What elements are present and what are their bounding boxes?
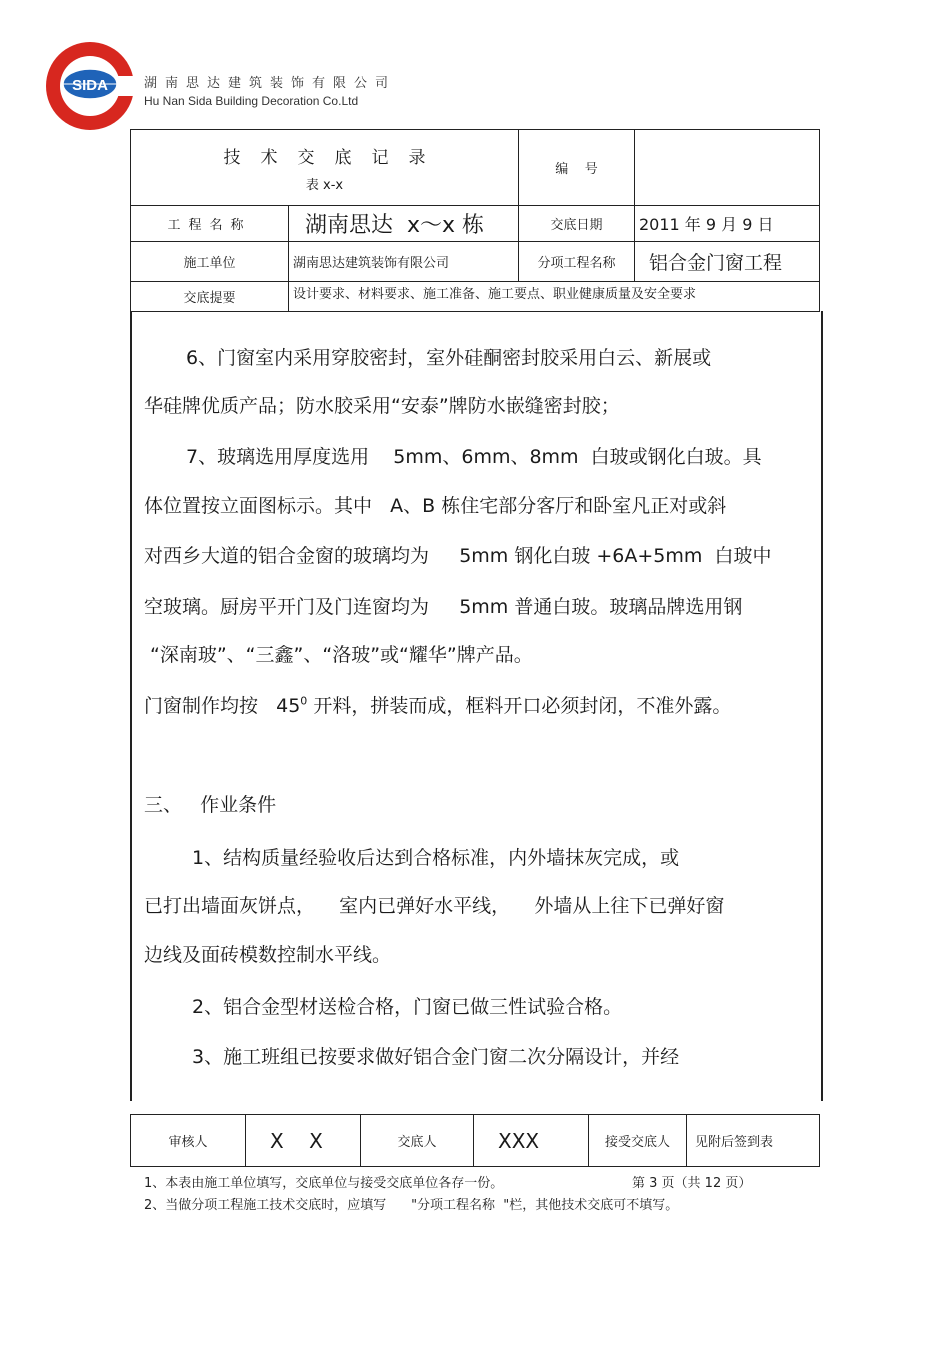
company-logo [42, 40, 138, 132]
body-line: 华硅牌优质产品；防水胶采用“安泰”牌防水嵌缝密封胶； [144, 395, 620, 417]
summary-label: 交底提要 [131, 282, 289, 312]
contractor-label: 施工单位 [131, 242, 289, 282]
angle-prefix: 门窗制作均按 45 [144, 695, 301, 717]
number-value [635, 130, 820, 206]
date-value: 2011 年 9 月 9 日 [635, 206, 820, 242]
discloser-value: XXX [474, 1115, 589, 1167]
body-line: 对西乡大道的铝合金窗的玻璃均为 5mm 钢化白玻 +6A+5mm 白玻中 [144, 545, 772, 567]
body-line: “深南玻”、“三鑫”、“洛玻”或“耀华”牌产品。 [150, 644, 533, 666]
body-line: 3、施工班组已按要求做好铝合金门窗二次分隔设计，并经 [192, 1046, 680, 1068]
body-line: 边线及面砖模数控制水平线。 [144, 944, 392, 966]
summary-value: 设计要求、材料要求、施工准备、施工要点、职业健康质量及安全要求 [289, 282, 820, 312]
contractor-value: 湖南思达建筑装饰有限公司 [289, 242, 519, 282]
page-indicator: 第 3 页（共 12 页） [632, 1176, 752, 1191]
body-line: 6、门窗室内采用穿胶密封，室外硅酮密封胶采用白云、新展或 [186, 347, 712, 369]
company-name-cn: 湖南思达建筑装饰有限公司 [144, 76, 397, 91]
footnote-1: 1、本表由施工单位填写，交底单位与接受交底单位各存一份。 [144, 1176, 504, 1191]
subproject-label: 分项工程名称 [519, 242, 635, 282]
footnote-2: 2、当做分项工程施工技术交底时，应填写 "分项工程名称 "栏，其他技术交底可不填写。 [144, 1198, 679, 1213]
reviewer-value: X X [246, 1115, 361, 1167]
body-line: 空玻璃。厨房平开门及门连窗均为 5mm 普通白玻。玻璃品牌选用钢 [144, 596, 743, 618]
body-line: 体位置按立面图标示。其中 A、B 栋住宅部分客厅和卧室凡正对或斜 [144, 495, 727, 517]
disclosure-header-table [130, 129, 820, 312]
body-line: 1、结构质量经验收后达到合格标准，内外墙抹灰完成，或 [192, 847, 680, 869]
project-name-label: 工程名称 [131, 206, 289, 242]
subproject-value: 铝合金门窗工程 [635, 242, 820, 282]
number-label: 编 号 [519, 130, 635, 206]
project-name-value: 湖南思达 x～x 栋 [289, 206, 519, 242]
angle-suffix: 开料，拼装而成，框料开口必须封闭，不准外露。 [307, 695, 732, 717]
receiver-value: 见附后签到表 [687, 1115, 820, 1167]
receiver-label: 接受交底人 [589, 1115, 687, 1167]
angle-degree: 0 [300, 694, 308, 708]
body-line-angle [144, 691, 731, 718]
section-title: 三、 作业条件 [144, 794, 277, 816]
title-cell [131, 130, 519, 206]
body-line: 2、铝合金型材送检合格，门窗已做三性试验合格。 [192, 996, 623, 1018]
reviewer-label: 审核人 [131, 1115, 246, 1167]
discloser-label: 交底人 [361, 1115, 474, 1167]
body-line: 已打出墙面灰饼点， 室内已弹好水平线， 外墙从上往下已弹好窗 [144, 895, 725, 917]
body-line: 7、玻璃选用厚度选用 5mm、6mm、8mm 白玻或钢化白玻。具 [186, 446, 762, 468]
form-title: 技术交底记录 [223, 147, 446, 168]
logo-text: SIDA [72, 77, 108, 94]
form-subtitle: 表 x-x [305, 177, 344, 193]
signature-table [130, 1114, 820, 1167]
date-label: 交底日期 [519, 206, 635, 242]
company-name-en: Hu Nan Sida Building Decoration Co.Ltd [144, 94, 359, 108]
